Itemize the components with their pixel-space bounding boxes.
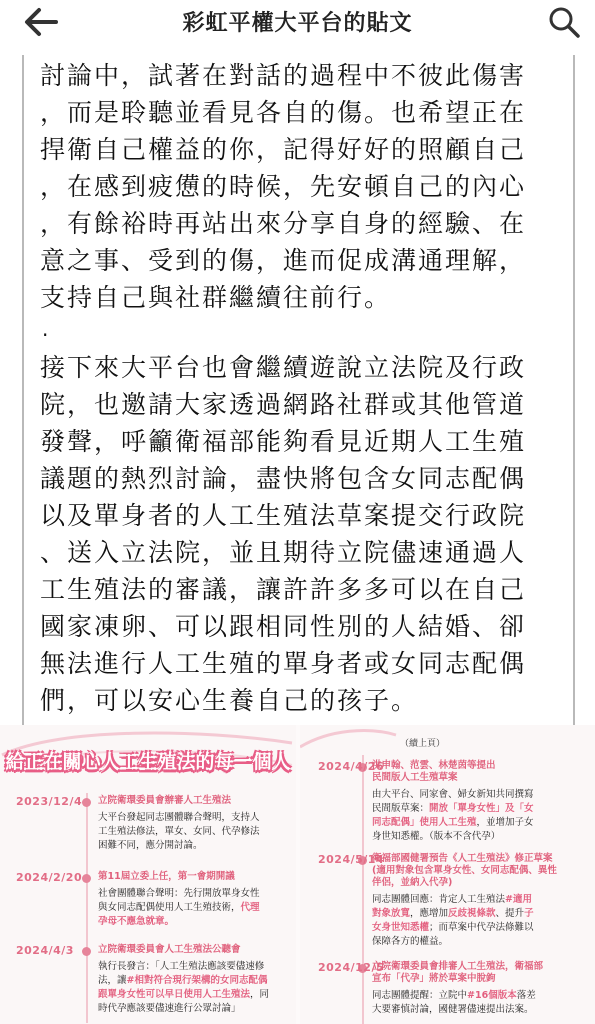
event-body-line bbox=[372, 830, 534, 844]
timeline-line bbox=[86, 793, 88, 1023]
event-title bbox=[372, 853, 557, 889]
text-line: 們，可以安心生養自己的孩子。 bbox=[40, 686, 419, 715]
infographic-banner: 給正在關心人工生殖法的每一個人 bbox=[5, 751, 291, 773]
body-text: ，並增加子女 bbox=[476, 817, 534, 828]
event-title-line: 立院衛環委員會人工生殖法公聽會 bbox=[98, 944, 241, 955]
event-title-line: 民間版人工生殖草案 bbox=[372, 772, 458, 783]
highlighted-text: 同志配偶」使用人工生殖 bbox=[372, 817, 477, 828]
event-body-line bbox=[98, 915, 260, 929]
body-text: 同志團體回應：肯定人工生殖法 bbox=[372, 894, 506, 905]
event-body-line bbox=[372, 816, 534, 830]
timeline-dot bbox=[82, 874, 91, 883]
event-body-line bbox=[372, 893, 534, 907]
text-line: 討論中，試著在對話的過程中不彼此傷害 bbox=[40, 61, 527, 90]
body-text: 大平台發起同志團體聯合聲明，支持人 bbox=[98, 812, 260, 823]
text-line: 無法進行人工生殖的單身者或女同志配偶 bbox=[40, 649, 527, 678]
text-line: 國家凍卵、可以跟相同性別的人結婚、卻 bbox=[40, 612, 527, 641]
body-text: 工生殖法修法，單女、女同、代孕修法 bbox=[98, 826, 260, 837]
text-line: 支持自己與社群繼續往前行。 bbox=[40, 283, 392, 312]
body-text: 法，讓 bbox=[98, 975, 127, 986]
paragraph-separator: . bbox=[42, 317, 49, 341]
body-text: 民間版草案： bbox=[372, 803, 430, 814]
body-text: 時代孕應該要儘速進行公眾討論」 bbox=[98, 1003, 241, 1014]
text-line: 、送入立法院，並且期待立院儘速通過人 bbox=[40, 538, 527, 567]
text-line: 以及單身者的人工生殖法草案提交行政院 bbox=[40, 501, 527, 530]
highlighted-text: 對象放寬 bbox=[372, 908, 411, 919]
page-title: 彩虹平權大平台的貼文 bbox=[182, 11, 413, 36]
body-text: 與女同志配偶使用人工生殖技術， bbox=[98, 902, 241, 913]
body-text: 身世知悉權。（版本不含代孕） bbox=[372, 831, 501, 842]
highlighted-text: 跟單身女性可以早日使用人工生殖法 bbox=[98, 989, 251, 1000]
timeline-line bbox=[362, 755, 364, 1024]
event-body-line bbox=[372, 989, 536, 1003]
text-line: 發聲，呼籲衛福部能夠看見近期人工生殖 bbox=[40, 427, 527, 456]
post-paragraph-2 bbox=[40, 349, 560, 719]
event-title bbox=[98, 795, 231, 807]
event-date: 2024/4/26 bbox=[318, 760, 385, 773]
event-date: 2024/2/20 bbox=[16, 871, 83, 884]
body-text: 大要審慎討論，國健署儘速提出法案。 bbox=[372, 1004, 534, 1015]
event-body-line bbox=[372, 935, 534, 949]
timeline-dot bbox=[82, 798, 91, 807]
event-body bbox=[98, 811, 260, 853]
body-text: ，同 bbox=[250, 989, 270, 1000]
highlighted-text: 反歧視條款 bbox=[448, 908, 496, 919]
event-date: 2024/4/3 bbox=[16, 944, 74, 957]
body-text: ；而草案中代孕法條難以 bbox=[429, 922, 534, 933]
event-body bbox=[98, 960, 269, 1016]
body-text: 落差 bbox=[516, 990, 536, 1001]
event-body-line bbox=[98, 901, 260, 915]
event-body-line bbox=[98, 974, 269, 988]
event-body-line bbox=[98, 825, 260, 839]
timeline-panel-right bbox=[300, 725, 595, 1024]
text-line: 捍衛自己權益的你，記得好好的照顧自己 bbox=[40, 135, 527, 164]
post-text-panel bbox=[22, 55, 575, 725]
highlighted-text: 子 bbox=[524, 908, 534, 919]
event-title-line: 洪申翰、范雲、林楚茵等提出 bbox=[372, 760, 496, 771]
event-title bbox=[98, 944, 241, 956]
highlighted-text: #適用 bbox=[505, 894, 532, 905]
event-body-line bbox=[98, 839, 260, 853]
text-line: ，在感到疲憊的時候，先安頓自己的內心 bbox=[40, 172, 527, 201]
body-text: ，應增加 bbox=[410, 908, 449, 919]
event-body-line bbox=[372, 907, 534, 921]
event-body-line bbox=[372, 802, 534, 816]
event-title-line: 第11屆立委上任，第一會期開議 bbox=[98, 871, 235, 882]
event-body bbox=[98, 887, 260, 929]
search-icon[interactable] bbox=[547, 5, 581, 39]
event-title bbox=[372, 961, 543, 985]
corner-brush-decoration bbox=[300, 725, 595, 765]
text-line: 工生殖法的審議，讓許許多多可以在自己 bbox=[40, 575, 527, 604]
text-line: 接下來大平台也會繼續遊說立法院及行政 bbox=[40, 353, 527, 382]
highlighted-text: 女身世知悉權 bbox=[372, 922, 430, 933]
event-title-line: (適用對象包含單身女性、女同志配偶、異性 bbox=[372, 865, 557, 876]
event-body bbox=[372, 788, 534, 844]
highlighted-text: 孕母不應急就章。 bbox=[98, 916, 175, 927]
event-body-line bbox=[98, 988, 269, 1002]
timeline-infographic bbox=[0, 725, 595, 1024]
post-paragraph-1 bbox=[40, 57, 560, 316]
timeline-dot bbox=[82, 947, 91, 956]
highlighted-text: #相對符合現行架構的女同志配偶 bbox=[126, 975, 268, 986]
body-text: 由大平台、同家會、婦女新知共同撰寫 bbox=[372, 789, 534, 800]
body-text: 保障各方的權益。 bbox=[372, 936, 449, 947]
event-date: 2023/12/4 bbox=[16, 795, 83, 808]
text-line: ，有餘裕時再站出來分享自身的經驗、在 bbox=[40, 209, 527, 238]
body-text: 執行長發言：「人工生殖法應該要儘速修 bbox=[98, 961, 265, 972]
event-body bbox=[372, 893, 534, 949]
event-title bbox=[98, 871, 235, 883]
highlighted-text: #16個版本 bbox=[467, 990, 517, 1001]
text-line: 議題的熱烈討論，盡快將包含女同志配偶 bbox=[40, 464, 527, 493]
event-body-line bbox=[372, 921, 534, 935]
text-line: 意之事、受到的傷，進而促成溝通理解， bbox=[40, 246, 527, 275]
text-line: 院，也邀請大家透過網路社群或其他管道 bbox=[40, 390, 527, 419]
event-title-line: 立院衛環委員會辦審人工生殖法 bbox=[98, 795, 232, 806]
event-date: 2024/12/5 bbox=[318, 961, 385, 974]
event-title-line: 衛福部國健署預告《人工生殖法》修正草案 bbox=[372, 853, 553, 864]
body-text: 社會團體聯合聲明：先行開放單身女性 bbox=[98, 888, 260, 899]
highlighted-text: 開放「單身女性」及「女 bbox=[429, 803, 534, 814]
event-title-line: 宣布「代孕」將於草案中脫鉤 bbox=[372, 973, 496, 984]
event-body-line bbox=[98, 811, 260, 825]
app-header bbox=[0, 0, 595, 46]
body-text: 困難不同，應分開討論。 bbox=[98, 840, 203, 851]
event-body bbox=[372, 989, 536, 1017]
event-title-line: 立院衛環委員會排審人工生殖法，衛福部 bbox=[372, 961, 544, 972]
body-text: 同志團體提醒：立院中 bbox=[372, 990, 468, 1001]
event-body-line bbox=[98, 887, 260, 901]
event-body-line bbox=[98, 960, 269, 974]
event-body-line bbox=[372, 1003, 536, 1017]
event-body-line bbox=[98, 1002, 269, 1016]
event-body-line bbox=[372, 788, 534, 802]
highlighted-text: 代理 bbox=[240, 902, 260, 913]
event-title bbox=[372, 760, 496, 784]
body-text: 、提升 bbox=[495, 908, 525, 919]
event-date: 2024/5/14 bbox=[318, 853, 385, 866]
text-line: ，而是聆聽並看見各自的傷。也希望正在 bbox=[40, 98, 527, 127]
timeline-panel-left bbox=[0, 725, 296, 1024]
continued-label: （續上頁） bbox=[400, 739, 446, 749]
event-title-line: 伴侶，並納入代孕) bbox=[372, 877, 453, 888]
